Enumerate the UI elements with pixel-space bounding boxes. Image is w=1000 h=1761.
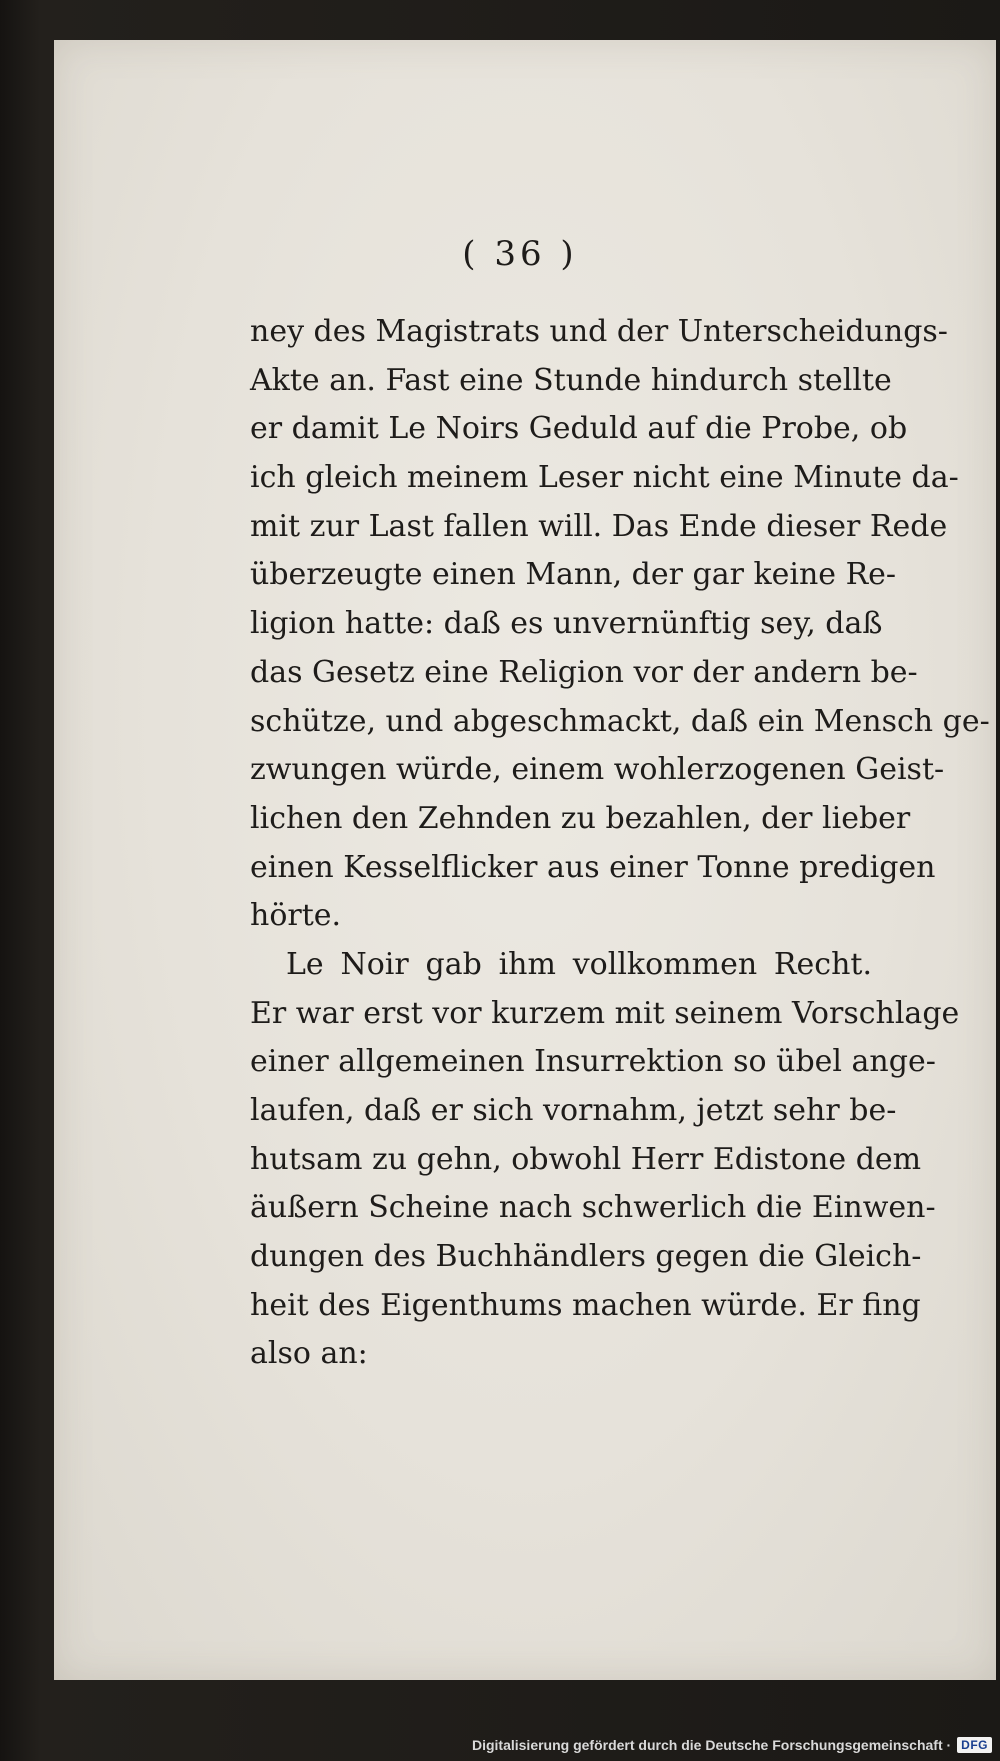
page-body-text	[250, 308, 990, 1379]
text-line: einen Kesselflicker aus einer Tonne predigen	[250, 849, 936, 885]
text-line: Akte an. Fast eine Stunde hindurch stellte	[250, 362, 892, 398]
text-line: Le Noir gab ihm vollkommen Recht.	[286, 946, 872, 982]
text-line: hutsam zu gehn, obwohl Herr Edistone dem	[250, 1141, 922, 1177]
text-line: laufen, daß er sich vornahm, jetzt sehr be-	[250, 1093, 897, 1128]
text-line: lichen den Zehnden zu bezahlen, der lieber	[250, 800, 911, 836]
credit-text: Digitalisierung gefördert durch die Deutsche Forschungsgemeinschaft ·	[471, 1737, 952, 1753]
text-line: schütze, und abgeschmackt, daß ein Mensch ge-	[250, 703, 990, 739]
text-line: mit zur Last fallen will. Das Ende dieser Rede	[250, 508, 948, 544]
text-line: äußern Scheine nach schwerlich die Einwen-	[250, 1190, 936, 1226]
digitization-credit	[472, 1733, 992, 1757]
text-line: ich gleich meinem Leser nicht eine Minute da-	[250, 460, 959, 496]
paragraph-1	[250, 308, 990, 941]
text-line: zwungen würde, einem wohlerzogenen Geist-	[250, 752, 945, 788]
text-line: er damit Le Noirs Geduld auf die Probe, ob	[250, 411, 908, 447]
text-line: Er war erst vor kurzem mit seinem Vorschlage	[250, 995, 960, 1031]
page-number: ( 36 )	[462, 234, 578, 274]
text-line: überzeugte einen Mann, der gar keine Re-	[250, 557, 897, 593]
text-line: also an:	[250, 1336, 368, 1372]
text-line: einer allgemeinen Insurrektion so übel ange-	[250, 1044, 936, 1080]
text-line: hörte.	[250, 898, 342, 934]
paragraph-2	[250, 941, 960, 1379]
text-line: ligion hatte: daß es unvernünftig sey, daß	[250, 606, 883, 642]
dfg-logo: DFG	[957, 1737, 992, 1753]
text-line: ney des Magistrats und der Unterscheidungs-	[250, 314, 948, 349]
text-line: dungen des Buchhändlers gegen die Gleich-	[250, 1239, 922, 1275]
text-line: das Gesetz eine Religion vor der andern be-	[250, 654, 918, 690]
text-line: heit des Eigenthums machen würde. Er fing	[250, 1287, 921, 1323]
